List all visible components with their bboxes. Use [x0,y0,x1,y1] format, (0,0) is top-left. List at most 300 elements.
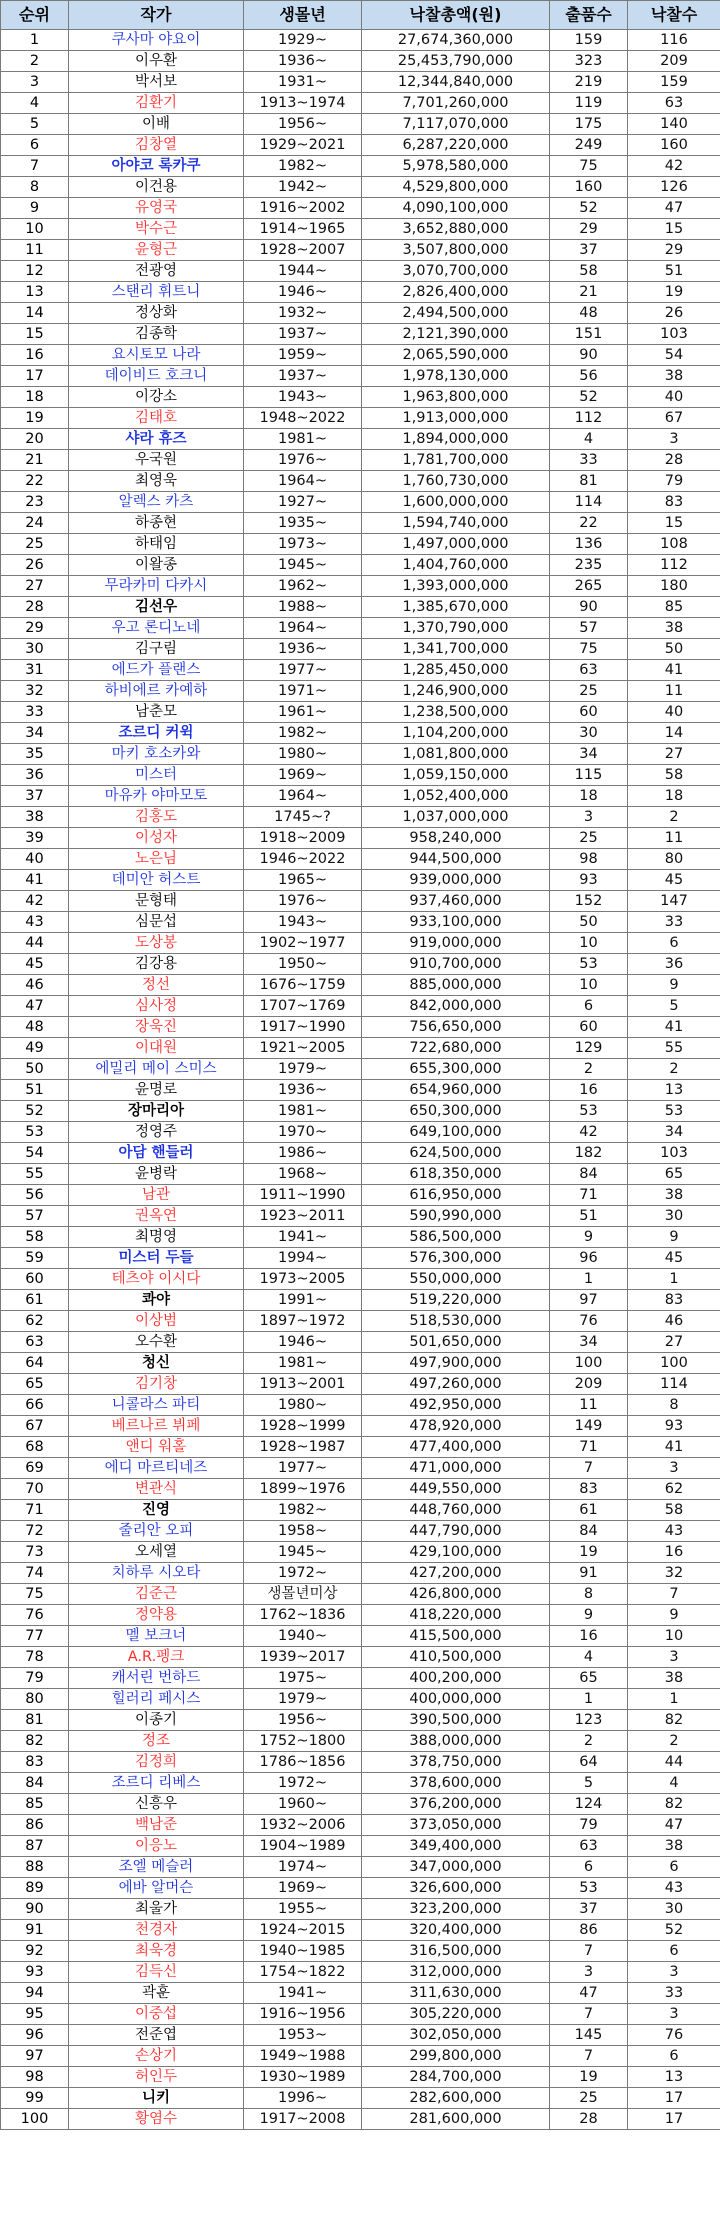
rank-cell: 87 [1,1836,69,1857]
total-sales-cell: 590,990,000 [362,1206,550,1227]
lots-sold-cell: 116 [628,30,720,51]
artist-cell: 문형태 [69,891,244,912]
lots-offered-cell: 42 [550,1122,628,1143]
table-row [1,282,720,303]
table-body [1,30,720,2130]
artist-cell: 전준엽 [69,2025,244,2046]
total-sales-cell: 624,500,000 [362,1143,550,1164]
table-row [1,429,720,450]
total-sales-cell: 722,680,000 [362,1038,550,1059]
rank-cell: 41 [1,870,69,891]
table-row [1,1941,720,1962]
lots-sold-cell: 38 [628,1185,720,1206]
rank-cell: 2 [1,51,69,72]
table-row [1,1920,720,1941]
rank-cell: 89 [1,1878,69,1899]
rank-cell: 44 [1,933,69,954]
artist-cell: 김강용 [69,954,244,975]
table-row [1,1857,720,1878]
artist-cell: 요시토모 나라 [69,345,244,366]
artist-cell: 이응노 [69,1836,244,1857]
rank-cell: 80 [1,1689,69,1710]
lots-offered-cell: 25 [550,828,628,849]
rank-cell: 74 [1,1563,69,1584]
artist-cell: 에밀리 메이 스미스 [69,1059,244,1080]
table-row [1,933,720,954]
table-row [1,996,720,1017]
lots-offered-cell: 84 [550,1521,628,1542]
lots-sold-cell: 17 [628,2088,720,2109]
lifespan-cell: 1964~ [244,786,362,807]
total-sales-cell: 1,393,000,000 [362,576,550,597]
lots-offered-cell: 209 [550,1374,628,1395]
rank-cell: 38 [1,807,69,828]
artist-cell: 이우환 [69,51,244,72]
rank-cell: 3 [1,72,69,93]
lots-offered-cell: 86 [550,1920,628,1941]
total-sales-cell: 3,507,800,000 [362,240,550,261]
table-row [1,975,720,996]
rank-cell: 23 [1,492,69,513]
rank-cell: 45 [1,954,69,975]
lifespan-cell: 1899~1976 [244,1479,362,1500]
rank-cell: 97 [1,2046,69,2067]
rank-cell: 67 [1,1416,69,1437]
lots-sold-cell: 83 [628,492,720,513]
table-row [1,1437,720,1458]
lots-sold-cell: 33 [628,912,720,933]
table-row [1,1206,720,1227]
total-sales-cell: 415,500,000 [362,1626,550,1647]
table-row [1,1647,720,1668]
rank-cell: 82 [1,1731,69,1752]
rank-cell: 49 [1,1038,69,1059]
lifespan-cell: 1754~1822 [244,1962,362,1983]
lots-sold-cell: 38 [628,618,720,639]
lots-offered-cell: 11 [550,1395,628,1416]
total-sales-cell: 4,529,800,000 [362,177,550,198]
artist-cell: 캐서린 번하드 [69,1668,244,1689]
lots-sold-cell: 63 [628,93,720,114]
total-sales-cell: 378,750,000 [362,1752,550,1773]
rank-cell: 65 [1,1374,69,1395]
lifespan-cell: 1937~ [244,366,362,387]
table-row [1,1752,720,1773]
lots-offered-cell: 29 [550,219,628,240]
lifespan-cell: 1897~1972 [244,1311,362,1332]
lots-offered-cell: 4 [550,1647,628,1668]
total-sales-cell: 449,550,000 [362,1479,550,1500]
artist-cell: 심사정 [69,996,244,1017]
rank-cell: 5 [1,114,69,135]
lifespan-cell: 1948~2022 [244,408,362,429]
lots-sold-cell: 160 [628,135,720,156]
table-row [1,891,720,912]
table-row [1,1458,720,1479]
rank-cell: 88 [1,1857,69,1878]
lots-sold-cell: 2 [628,1059,720,1080]
total-sales-cell: 376,200,000 [362,1794,550,1815]
lots-offered-cell: 112 [550,408,628,429]
artist-cell: 황염수 [69,2109,244,2130]
lots-offered-cell: 63 [550,660,628,681]
lots-sold-cell: 38 [628,366,720,387]
artist-cell: 아담 핸들러 [69,1143,244,1164]
lifespan-cell: 1959~ [244,345,362,366]
artist-cell: 쿠사마 야요이 [69,30,244,51]
lifespan-cell: 1986~ [244,1143,362,1164]
artist-cell: 손상기 [69,2046,244,2067]
rank-cell: 50 [1,1059,69,1080]
lots-offered-cell: 160 [550,177,628,198]
total-sales-cell: 12,344,840,000 [362,72,550,93]
lots-offered-cell: 52 [550,198,628,219]
lots-sold-cell: 65 [628,1164,720,1185]
lifespan-cell: 1956~ [244,1710,362,1731]
lots-offered-cell: 34 [550,744,628,765]
total-sales-cell: 1,594,740,000 [362,513,550,534]
artist-cell: 이상범 [69,1311,244,1332]
lots-sold-cell: 6 [628,2046,720,2067]
lots-offered-cell: 53 [550,1101,628,1122]
lifespan-cell: 1924~2015 [244,1920,362,1941]
lots-offered-cell: 19 [550,1542,628,1563]
lots-sold-cell: 9 [628,975,720,996]
lots-offered-cell: 152 [550,891,628,912]
total-sales-cell: 1,370,790,000 [362,618,550,639]
rank-cell: 30 [1,639,69,660]
lots-sold-cell: 14 [628,723,720,744]
artist-cell: 정조 [69,1731,244,1752]
artist-cell: 하종현 [69,513,244,534]
lots-sold-cell: 3 [628,429,720,450]
lifespan-cell: 1974~ [244,1857,362,1878]
artist-cell: 최영욱 [69,471,244,492]
lots-sold-cell: 47 [628,198,720,219]
rank-cell: 36 [1,765,69,786]
lots-sold-cell: 55 [628,1038,720,1059]
table-row [1,1605,720,1626]
rank-cell: 78 [1,1647,69,1668]
artist-cell: 마유카 야마모토 [69,786,244,807]
lifespan-cell: 1980~ [244,1395,362,1416]
lifespan-cell: 1913~2001 [244,1374,362,1395]
total-sales-cell: 447,790,000 [362,1521,550,1542]
lots-sold-cell: 5 [628,996,720,1017]
artist-cell: 스탠리 휘트니 [69,282,244,303]
total-sales-cell: 323,200,000 [362,1899,550,1920]
lifespan-cell: 1931~ [244,72,362,93]
artist-cell: 치하루 시오타 [69,1563,244,1584]
table-row [1,240,720,261]
artist-cell: 오수환 [69,1332,244,1353]
header-lifespan: 생몰년 [244,1,362,30]
lifespan-cell: 1911~1990 [244,1185,362,1206]
lots-sold-cell: 82 [628,1710,720,1731]
lifespan-cell: 1991~ [244,1290,362,1311]
rank-cell: 84 [1,1773,69,1794]
rank-cell: 11 [1,240,69,261]
table-row [1,219,720,240]
total-sales-cell: 3,652,880,000 [362,219,550,240]
rank-cell: 94 [1,1983,69,2004]
lots-sold-cell: 26 [628,303,720,324]
lifespan-cell: 1941~ [244,1227,362,1248]
total-sales-cell: 1,081,800,000 [362,744,550,765]
rank-cell: 56 [1,1185,69,1206]
lots-offered-cell: 81 [550,471,628,492]
artist-cell: 청신 [69,1353,244,1374]
artist-cell: 변관식 [69,1479,244,1500]
lifespan-cell: 1946~ [244,1332,362,1353]
lifespan-cell: 1964~ [244,618,362,639]
lots-sold-cell: 45 [628,1248,720,1269]
artist-cell: 조르디 커윅 [69,723,244,744]
lots-offered-cell: 3 [550,807,628,828]
total-sales-cell: 349,400,000 [362,1836,550,1857]
lifespan-cell: 1980~ [244,744,362,765]
lifespan-cell: 1936~ [244,639,362,660]
table-row [1,1731,720,1752]
total-sales-cell: 649,100,000 [362,1122,550,1143]
lots-offered-cell: 50 [550,912,628,933]
rank-cell: 28 [1,597,69,618]
lots-sold-cell: 30 [628,1899,720,1920]
rank-cell: 86 [1,1815,69,1836]
lots-offered-cell: 98 [550,849,628,870]
table-row [1,1269,720,1290]
table-row [1,1689,720,1710]
lots-sold-cell: 7 [628,1584,720,1605]
artist-cell: 조르디 리베스 [69,1773,244,1794]
artist-cell: 정영주 [69,1122,244,1143]
lots-offered-cell: 58 [550,261,628,282]
total-sales-cell: 2,494,500,000 [362,303,550,324]
rank-cell: 69 [1,1458,69,1479]
lifespan-cell: 1916~1956 [244,2004,362,2025]
artist-cell: 앤디 워홀 [69,1437,244,1458]
table-row [1,1983,720,2004]
artist-cell: 진영 [69,1500,244,1521]
lots-sold-cell: 11 [628,828,720,849]
table-row [1,1626,720,1647]
table-row [1,324,720,345]
lifespan-cell: 1676~1759 [244,975,362,996]
lifespan-cell: 1904~1989 [244,1836,362,1857]
artist-cell: 에바 알머슨 [69,1878,244,1899]
lots-offered-cell: 7 [550,1941,628,1962]
table-row [1,765,720,786]
lifespan-cell: 1929~2021 [244,135,362,156]
table-row [1,156,720,177]
rank-cell: 52 [1,1101,69,1122]
lots-sold-cell: 8 [628,1395,720,1416]
lifespan-cell: 1928~1999 [244,1416,362,1437]
lots-sold-cell: 52 [628,1920,720,1941]
lots-sold-cell: 3 [628,1647,720,1668]
total-sales-cell: 284,700,000 [362,2067,550,2088]
total-sales-cell: 1,059,150,000 [362,765,550,786]
lots-sold-cell: 4 [628,1773,720,1794]
rank-cell: 47 [1,996,69,1017]
total-sales-cell: 756,650,000 [362,1017,550,1038]
total-sales-cell: 320,400,000 [362,1920,550,1941]
lots-sold-cell: 85 [628,597,720,618]
lots-sold-cell: 43 [628,1878,720,1899]
artist-cell: 이배 [69,114,244,135]
lots-offered-cell: 114 [550,492,628,513]
table-row [1,597,720,618]
lifespan-cell: 1973~ [244,534,362,555]
table-row [1,2067,720,2088]
lots-offered-cell: 76 [550,1311,628,1332]
rank-cell: 40 [1,849,69,870]
lifespan-cell: 1971~ [244,681,362,702]
table-row [1,492,720,513]
lifespan-cell: 1946~ [244,282,362,303]
total-sales-cell: 1,781,700,000 [362,450,550,471]
table-row [1,1794,720,1815]
table-row [1,303,720,324]
artist-cell: 힐러리 페시스 [69,1689,244,1710]
artist-cell: 장마리아 [69,1101,244,1122]
lots-sold-cell: 82 [628,1794,720,1815]
lots-sold-cell: 58 [628,765,720,786]
artist-cell: 이강소 [69,387,244,408]
lots-offered-cell: 79 [550,1815,628,1836]
lots-offered-cell: 8 [550,1584,628,1605]
rank-cell: 25 [1,534,69,555]
lifespan-cell: 1927~ [244,492,362,513]
lifespan-cell: 1982~ [244,1500,362,1521]
table-row [1,1353,720,1374]
rank-cell: 66 [1,1395,69,1416]
lots-offered-cell: 25 [550,681,628,702]
rank-cell: 95 [1,2004,69,2025]
table-row [1,1332,720,1353]
artist-cell: 샤라 휴즈 [69,429,244,450]
artist-cell: 이왈종 [69,555,244,576]
lots-sold-cell: 16 [628,1542,720,1563]
artist-cell: 김기창 [69,1374,244,1395]
rank-cell: 93 [1,1962,69,1983]
lifespan-cell: 1932~2006 [244,1815,362,1836]
artist-cell: 데미안 허스트 [69,870,244,891]
lots-sold-cell: 112 [628,555,720,576]
total-sales-cell: 1,052,400,000 [362,786,550,807]
total-sales-cell: 910,700,000 [362,954,550,975]
lifespan-cell: 1940~1985 [244,1941,362,1962]
lots-sold-cell: 50 [628,639,720,660]
total-sales-cell: 418,220,000 [362,1605,550,1626]
lots-offered-cell: 123 [550,1710,628,1731]
artist-cell: 이건용 [69,177,244,198]
table-row [1,93,720,114]
rank-cell: 98 [1,2067,69,2088]
rank-cell: 60 [1,1269,69,1290]
lots-offered-cell: 22 [550,513,628,534]
table-row [1,387,720,408]
lifespan-cell: 1928~2007 [244,240,362,261]
lots-sold-cell: 6 [628,1941,720,1962]
table-row [1,849,720,870]
total-sales-cell: 1,913,000,000 [362,408,550,429]
lifespan-cell: 1762~1836 [244,1605,362,1626]
lifespan-cell: 1981~ [244,429,362,450]
lifespan-cell: 1946~2022 [244,849,362,870]
table-row [1,1584,720,1605]
rank-cell: 59 [1,1248,69,1269]
table-row [1,1710,720,1731]
lots-offered-cell: 129 [550,1038,628,1059]
artist-cell: 정선 [69,975,244,996]
rank-cell: 79 [1,1668,69,1689]
artist-cell: 니키 [69,2088,244,2109]
lifespan-cell: 1921~2005 [244,1038,362,1059]
lots-offered-cell: 145 [550,2025,628,2046]
total-sales-cell: 958,240,000 [362,828,550,849]
lots-sold-cell: 41 [628,660,720,681]
total-sales-cell: 616,950,000 [362,1185,550,1206]
lots-offered-cell: 151 [550,324,628,345]
lots-offered-cell: 60 [550,1017,628,1038]
rank-cell: 54 [1,1143,69,1164]
rank-cell: 90 [1,1899,69,1920]
total-sales-cell: 5,978,580,000 [362,156,550,177]
total-sales-cell: 7,701,260,000 [362,93,550,114]
total-sales-cell: 1,385,670,000 [362,597,550,618]
table-row [1,72,720,93]
total-sales-cell: 299,800,000 [362,2046,550,2067]
lots-offered-cell: 182 [550,1143,628,1164]
lots-offered-cell: 64 [550,1752,628,1773]
lifespan-cell: 1937~ [244,324,362,345]
lifespan-cell: 1961~ [244,702,362,723]
lots-sold-cell: 18 [628,786,720,807]
lots-sold-cell: 159 [628,72,720,93]
lots-offered-cell: 37 [550,240,628,261]
rank-cell: 29 [1,618,69,639]
artist-cell: 줄리안 오피 [69,1521,244,1542]
lots-offered-cell: 2 [550,1731,628,1752]
lots-sold-cell: 62 [628,1479,720,1500]
table-row [1,1311,720,1332]
lots-offered-cell: 7 [550,1458,628,1479]
lifespan-cell: 1969~ [244,1878,362,1899]
header-total-sales: 낙찰총액(원) [362,1,550,30]
lots-sold-cell: 3 [628,1458,720,1479]
table-row [1,471,720,492]
lots-offered-cell: 97 [550,1290,628,1311]
artist-cell: 이종기 [69,1710,244,1731]
lots-offered-cell: 37 [550,1899,628,1920]
lifespan-cell: 1981~ [244,1353,362,1374]
rank-cell: 53 [1,1122,69,1143]
lifespan-cell: 1707~1769 [244,996,362,1017]
table-row [1,786,720,807]
total-sales-cell: 586,500,000 [362,1227,550,1248]
lifespan-cell: 1945~ [244,1542,362,1563]
lots-sold-cell: 36 [628,954,720,975]
table-row [1,1374,720,1395]
lots-offered-cell: 265 [550,576,628,597]
rank-cell: 55 [1,1164,69,1185]
lots-offered-cell: 249 [550,135,628,156]
artist-cell: 김창열 [69,135,244,156]
lots-sold-cell: 67 [628,408,720,429]
lots-offered-cell: 219 [550,72,628,93]
lots-offered-cell: 75 [550,639,628,660]
